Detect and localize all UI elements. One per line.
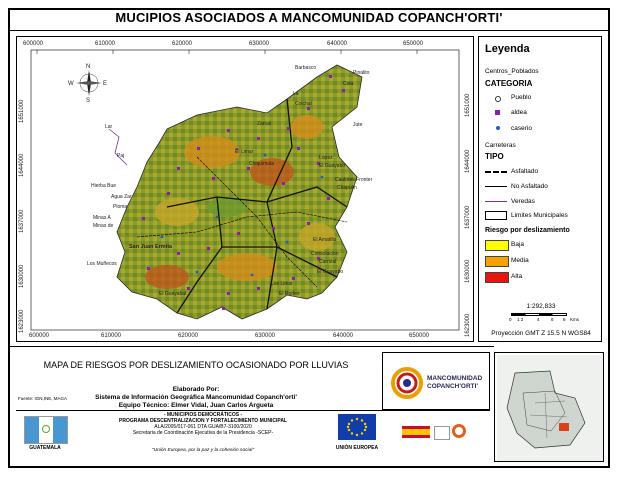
grid-x-label: 600000 [29, 333, 50, 339]
grid-y-label: 1623000 [19, 309, 25, 333]
risk-low-swatch [485, 240, 509, 251]
eu-flag-icon [338, 414, 376, 440]
logo-line: MANCOMUNIDAD [427, 375, 483, 382]
scale-unit: Kms [570, 317, 579, 322]
place-label: Agua Zar [111, 194, 132, 200]
credits-line: Sistema de Información Geográfica Mancomunidad Copanch'orti' [95, 394, 297, 401]
place-label: Carrizal [319, 259, 337, 265]
road-paved-icon [485, 171, 507, 173]
place-label: Los Muñecos [87, 261, 117, 267]
credits [16, 386, 376, 410]
title-divider [10, 30, 608, 31]
legend-riesgo: Riesgo por deslizamiento [485, 227, 570, 234]
grid-y-label: 1651000 [465, 93, 471, 117]
north-arrow-icon [76, 70, 102, 96]
place-label: Lopez [319, 155, 333, 161]
place-label: Barbasco [295, 65, 317, 71]
map-panel[interactable] [16, 36, 474, 342]
pueblo-icon [495, 96, 501, 102]
compass-west: W [68, 81, 74, 87]
minimap-canvas [495, 353, 605, 463]
place-label: El Amatillo [313, 237, 337, 243]
place-label: Colchal [295, 101, 312, 107]
place-label: Caulotes Fronter [335, 177, 373, 183]
grid-x-label: 640000 [333, 333, 354, 339]
place-label: San Juan Ermita [129, 244, 173, 250]
legend-aldea: aldea [511, 109, 527, 116]
mancomunidad-logo [382, 352, 490, 410]
map-subtitle: MAPA DE RIESGOS POR DESLIZAMIENTO OCASIONADO POR LLUVIAS [43, 360, 349, 370]
source-note: Fuente: IGN,INE, MAGA [18, 396, 68, 401]
legend-alta: Alta [511, 273, 523, 280]
scale-tick: 4 [537, 317, 540, 322]
place-label: El Guayabo [319, 163, 346, 169]
place-label: El Guayabal [159, 291, 187, 297]
scale-tick: 8 [563, 317, 566, 322]
legend-caserio: caserio [511, 125, 532, 132]
place-label: Minas A [93, 215, 111, 221]
scale-tick: 6 [551, 317, 554, 322]
grid-y-label: 1623000 [465, 313, 471, 337]
place-label: Lar [105, 124, 113, 130]
place-label: Minas de [93, 223, 114, 229]
map-canvas [17, 37, 474, 342]
legend-veredas: Veredas [511, 198, 535, 205]
grid-y-label: 1644000 [465, 149, 471, 173]
program-motto: "Unión Europea, por la paz y la cohesión social" [151, 448, 255, 453]
grid-x-label: 620000 [172, 41, 193, 47]
place-label: El Limar [235, 149, 254, 155]
grid-x-label: 630000 [255, 333, 276, 339]
aldea-icon [495, 110, 500, 115]
compass-south: S [86, 98, 91, 104]
program-text [74, 412, 332, 436]
scale-bar [511, 313, 567, 316]
legend-pueblo: Pueblo [511, 94, 532, 101]
legend-title: Leyenda [485, 43, 530, 55]
legend-asfaltado: Asfaltado [511, 168, 539, 175]
grid-x-label: 610000 [95, 41, 116, 47]
place-label: Los Lirios [271, 281, 293, 287]
legend-panel [478, 36, 602, 342]
legend-categoria: CATEGORIA [485, 79, 533, 88]
road-unpaved-icon [485, 186, 507, 187]
grid-y-label: 1644000 [19, 153, 25, 177]
logo-line: COPANCH'ORTI' [427, 383, 478, 390]
place-label: Consolacion [311, 251, 339, 257]
caserio-icon [496, 126, 500, 130]
guatemala-label: GUATEMALA [29, 445, 61, 451]
legend-centros: Centros_Poblados [485, 68, 539, 75]
eu-stars-icon [338, 414, 376, 440]
program-line: Secretaria de Coordinación Ejecutiva de la Presidencia -SCEP- [132, 430, 274, 436]
grid-x-label: 630000 [249, 41, 270, 47]
grid-y-label: 1630000 [465, 259, 471, 283]
grid-x-label: 610000 [101, 333, 122, 339]
scale-tick: 1 2 [517, 317, 524, 322]
legend-baja: Baja [511, 241, 525, 248]
place-label: Hierba Bue [91, 183, 117, 189]
legend-tipo: TIPO [485, 152, 504, 161]
grid-y-label: 1630000 [19, 264, 25, 288]
place-label: Jute [353, 122, 363, 128]
place-label: Chapulin [337, 185, 357, 191]
credits-line: Elaborado Por: [172, 386, 220, 393]
guatemala-flag-icon [24, 416, 68, 444]
grid-y-label: 1637000 [465, 205, 471, 229]
place-label: El Guayabo [317, 269, 344, 275]
grid-y-label: 1637000 [19, 209, 25, 233]
place-label: Ploma [113, 204, 128, 210]
legend-media: Media [511, 257, 529, 264]
eu-label: UNIÓN EUROPEA [335, 445, 379, 451]
place-label: Cola [343, 81, 354, 87]
place-label: La [293, 91, 299, 97]
bottom-divider [10, 346, 494, 347]
grid-x-label: 640000 [327, 41, 348, 47]
risk-high-swatch [485, 272, 509, 283]
grid-y-label: 1651000 [19, 99, 25, 123]
place-label: Paj [117, 153, 125, 159]
grid-x-label: 650000 [403, 41, 424, 47]
trail-icon [485, 201, 507, 202]
map-title: MUCIPIOS ASOCIADOS A MANCOMUNIDAD COPANCH'ORTI' [115, 10, 503, 25]
legend-limites: Limites Municipales [511, 212, 568, 219]
boundary-icon [485, 211, 507, 220]
place-label: Zarcal [257, 121, 271, 127]
scale-ratio: 1:292,833 [526, 303, 556, 310]
compass-north: N [86, 64, 91, 70]
grid-x-label: 650000 [409, 333, 430, 339]
projection-text: Proyección GMT Z 15.5 N WGS84 [491, 330, 591, 337]
copanchorti-logo-icon [389, 365, 425, 401]
program-line: - MUNICIPIOS DEMOCRÁTICOS - [163, 412, 243, 418]
legend-carreteras: Carreteras [485, 142, 516, 149]
program-line: ALA/2005/017-061 DTA GUA/B7-3100/2020 [154, 424, 252, 430]
risk-medium-swatch [485, 256, 509, 267]
grid-x-label: 620000 [178, 333, 199, 339]
place-label: El Rodeo [279, 291, 300, 297]
compass-east: E [103, 81, 108, 87]
program-line: PROGRAMA DESCENTRALIZACION Y FORTALECIMIENTO MUNICIPAL [119, 418, 287, 424]
place-label: Chiquimula [249, 161, 275, 167]
grid-x-label: 600000 [23, 41, 44, 47]
scale-tick: 0 [509, 317, 512, 322]
location-minimap [494, 352, 604, 462]
place-label: Pinalito [353, 70, 370, 76]
credits-line: Equipo Técnico: Elmer Vidal, Juan Carlos Argueta [118, 402, 274, 409]
legend-no-asfaltado: No Asfaltado [511, 183, 548, 190]
